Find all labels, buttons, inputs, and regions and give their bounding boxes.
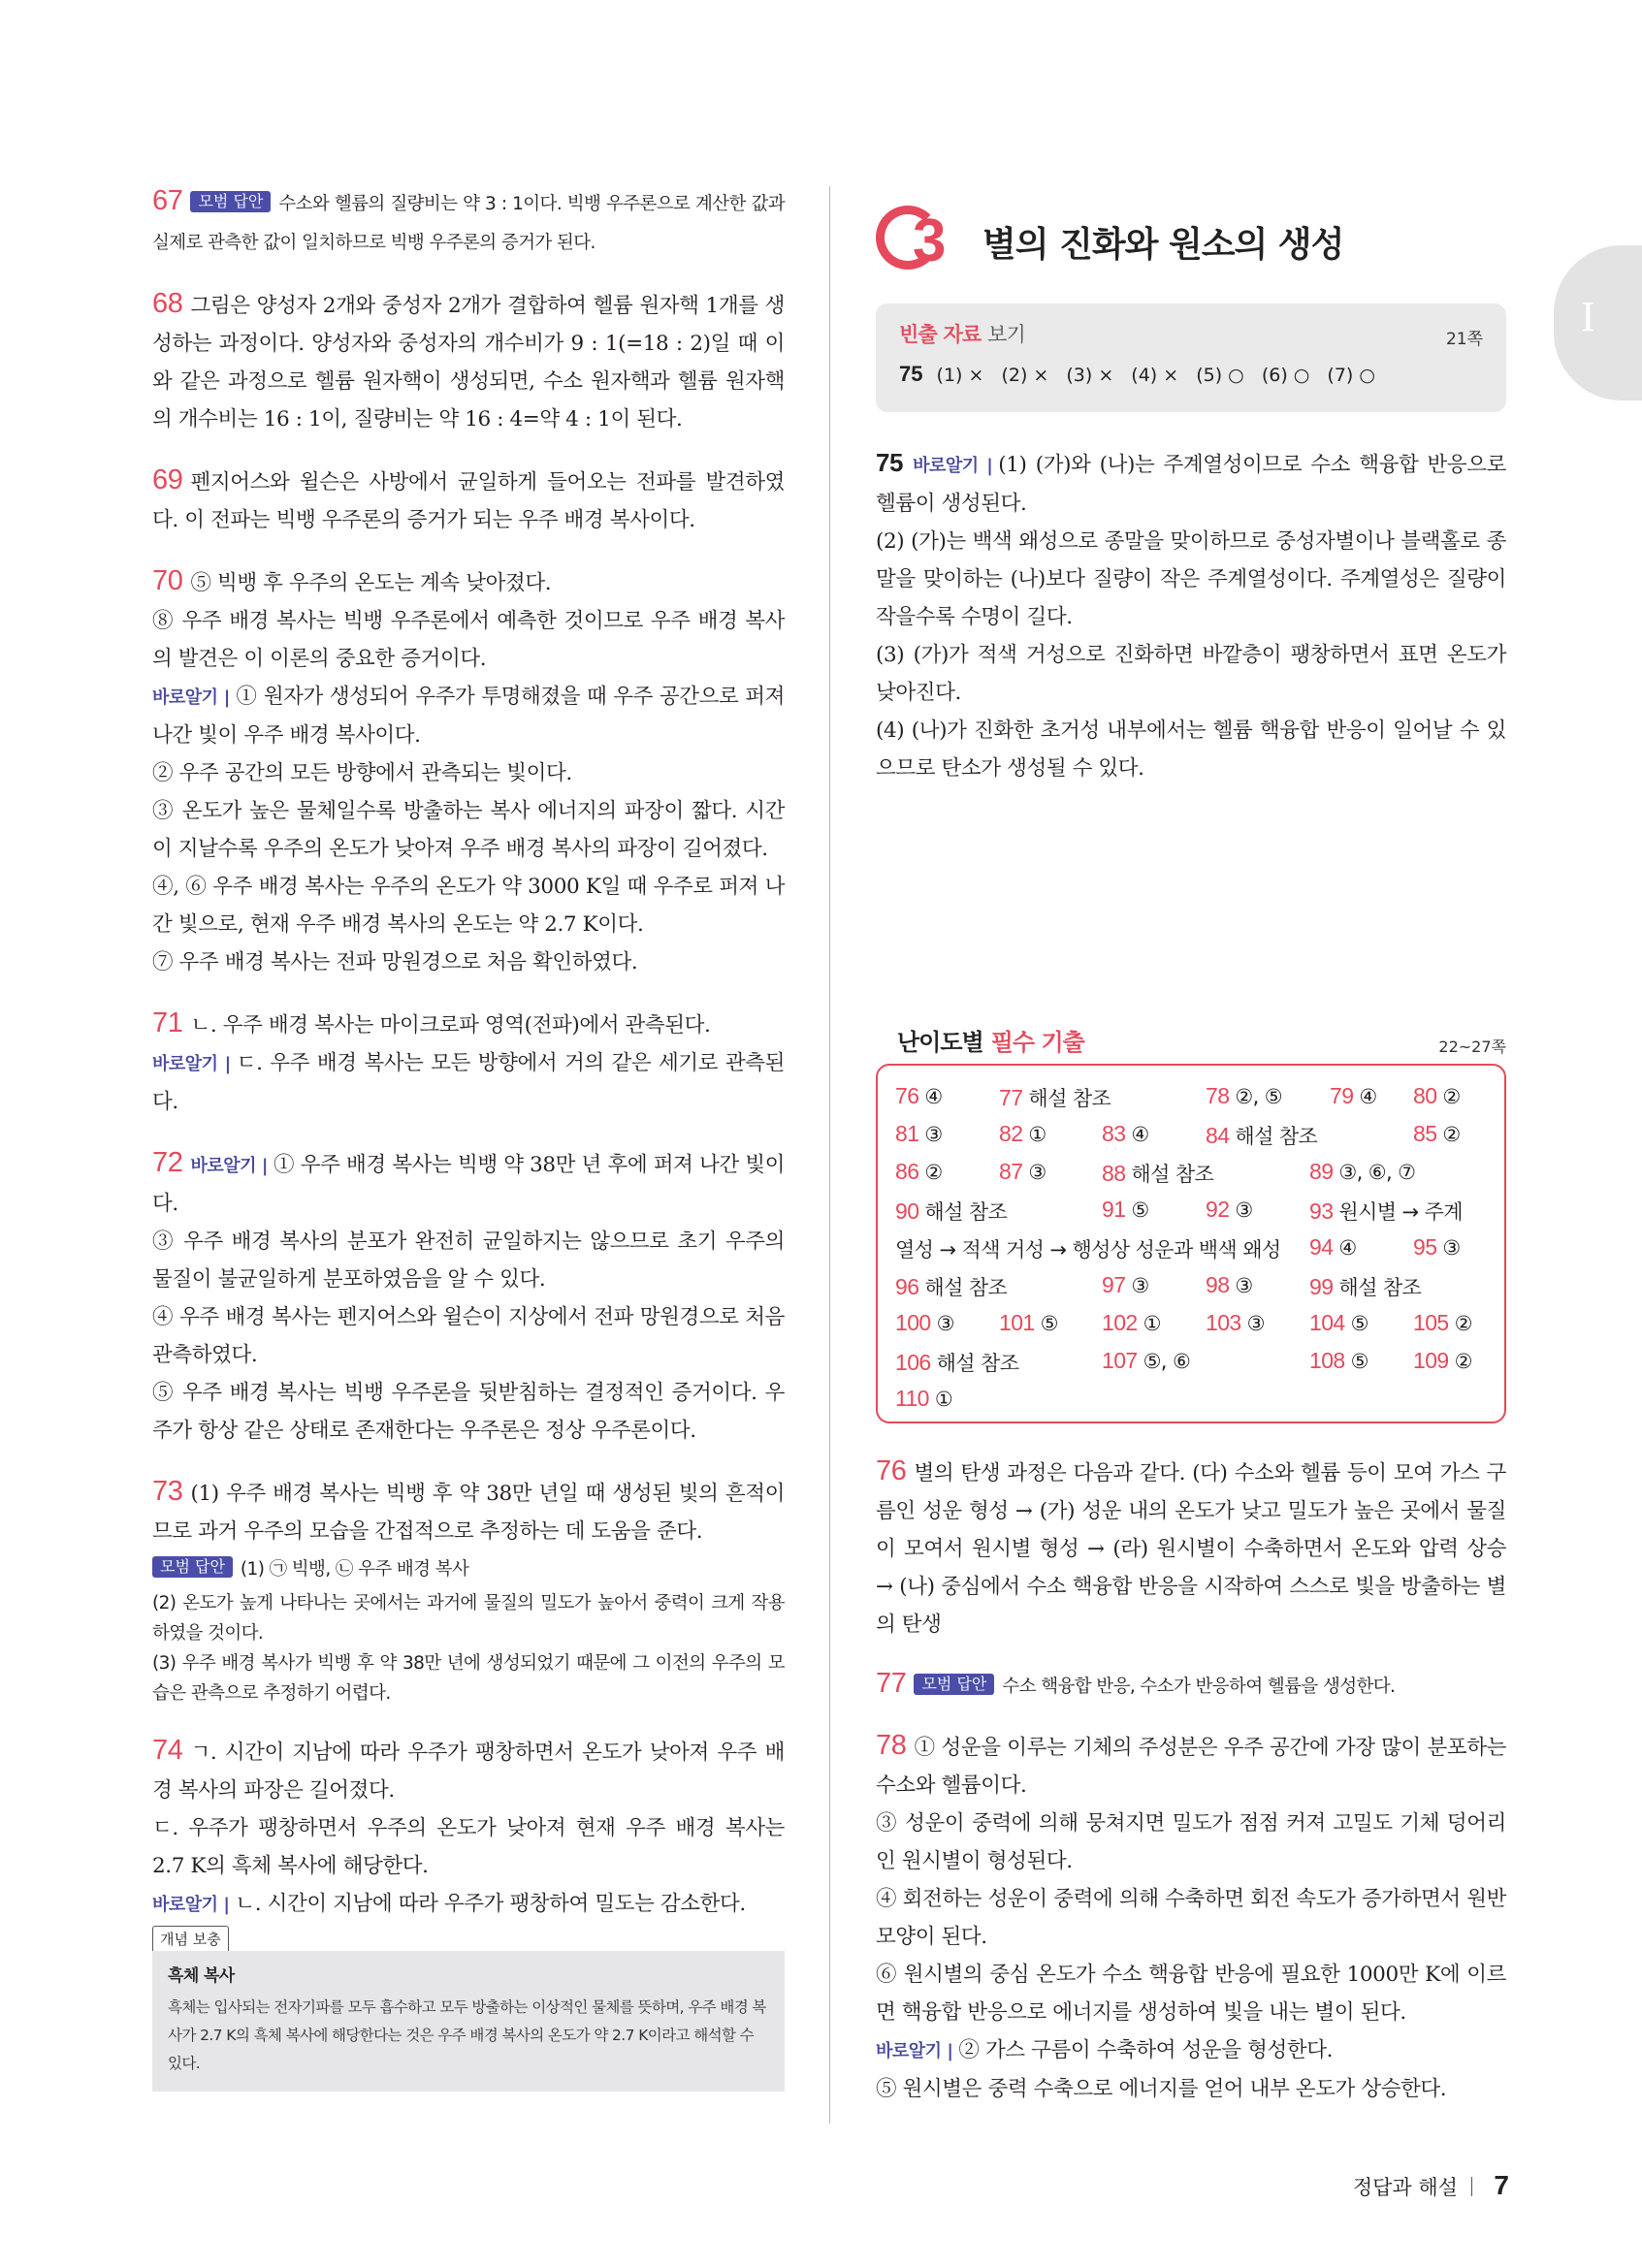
answer-item: (4) × (1131, 365, 1179, 386)
answer-line: ④ 우주 배경 복사는 펜지어스와 윌슨이 지상에서 전파 망원경으로 처음 관측하였다. (152, 1305, 785, 1367)
essential-answer-item (895, 1272, 1007, 1301)
essential-row (895, 1191, 1487, 1229)
correction-label: 바로알기 | (152, 1895, 230, 1915)
correction-label: 바로알기 | (152, 687, 230, 708)
answer-70 (152, 564, 785, 981)
question-number: 89 (1309, 1159, 1334, 1184)
answer-line: ① 원자가 생성되어 우주가 투명해졌을 때 우주 공간으로 퍼져 나간 빛이 우주 배경 복사이다. (152, 685, 785, 748)
answer-value: ⑤ (1040, 1312, 1058, 1335)
section-number: 3 (913, 208, 947, 274)
essential-answer-item (1102, 1348, 1190, 1374)
essential-row (895, 1304, 1487, 1342)
correction-label: 바로알기 | (876, 2041, 953, 2061)
essential-answer-item (1102, 1310, 1161, 1336)
question-number: 96 (895, 1274, 919, 1299)
answer-line: ② 가스 구름이 수축하여 성운을 형성한다. (958, 2038, 1334, 2062)
question-number: 70 (152, 565, 183, 596)
essential-answer-item (895, 1159, 943, 1185)
answer-line: (3) 우주 배경 복사가 빅뱅 후 약 38만 년에 생성되었기 때문에 그 이전의 우주의 모습은 관측으로 추정하기 어렵다. (152, 1653, 785, 1704)
answer-line: ㄴ. 우주 배경 복사는 마이크로파 영역(전파)에서 관측된다. (190, 1013, 711, 1038)
answer-line: ㄴ. 시간이 지남에 따라 우주가 팽창하여 밀도는 감소한다. (235, 1892, 746, 1916)
question-number: 78 (1206, 1083, 1230, 1108)
answer-value: 열성 → 적색 거성 → 행성상 성운과 백색 왜성 (895, 1238, 1281, 1262)
essential-answer-item (1102, 1272, 1149, 1298)
concept-tab: 개념 보충 (152, 1926, 229, 1951)
page-reference: 21쪽 (1445, 330, 1483, 349)
question-number: 88 (1102, 1161, 1126, 1186)
essential-answer-item (1309, 1272, 1421, 1301)
answer-line: ⑧ 우주 배경 복사는 빅뱅 우주론에서 예측한 것이므로 우주 배경 복사의 발견은 이 이론의 중요한 증거이다. (152, 609, 785, 671)
answer-75 (876, 444, 1506, 787)
answer-value: ⑤ (1131, 1198, 1149, 1222)
answer-value: ③ (1235, 1274, 1253, 1297)
essential-row (895, 1115, 1487, 1153)
concept-supplement (152, 1926, 785, 2092)
frequent-data-title: 빈출 자료 보기 (899, 323, 1025, 346)
essential-answer-item (1309, 1310, 1368, 1336)
answer-line: (1) ㉠ 빅뱅, ㉡ 우주 배경 복사 (240, 1559, 469, 1580)
answer-value: 해설 참조 (924, 1276, 1008, 1299)
essential-answer-item (895, 1348, 1018, 1377)
question-number: 93 (1309, 1198, 1334, 1224)
question-number: 99 (1309, 1274, 1334, 1299)
answer-line: ⑤ 원시별은 중력 수축으로 에너지를 얻어 내부 온도가 상승한다. (876, 2077, 1447, 2101)
question-number: 98 (1206, 1272, 1230, 1297)
essential-answer-item (895, 1121, 943, 1147)
essential-answer-item (999, 1121, 1046, 1147)
model-answer-tag: 모범 답안 (152, 1556, 233, 1578)
answer-line: (4) (나)가 진화한 초거성 내부에서는 헬륨 핵융합 반응이 일어날 수 있으므로 탄소가 생성될 수 있다. (876, 719, 1506, 781)
question-number: 84 (1206, 1123, 1230, 1148)
answer-value: ② (1454, 1350, 1472, 1373)
essential-answer-item (1309, 1197, 1463, 1226)
frequent-answers (899, 362, 1483, 387)
concept-box (152, 1951, 785, 2092)
answer-value: ① (934, 1388, 953, 1411)
question-number: 83 (1102, 1121, 1126, 1146)
answer-72 (152, 1146, 785, 1450)
answer-value: ⑤ (1350, 1350, 1368, 1373)
question-number: 109 (1413, 1348, 1449, 1373)
question-number: 94 (1309, 1234, 1334, 1260)
essential-row (895, 1153, 1487, 1191)
question-number: 81 (895, 1121, 919, 1146)
answer-value: ③, ⑥, ⑦ (1338, 1161, 1416, 1184)
answer-68 (152, 287, 785, 438)
essential-answer-item (1330, 1083, 1377, 1109)
answer-text: 수소와 헬륨의 질량비는 약 3 : 1이다. 빅뱅 우주론으로 계산한 값과 실제로 관측한 값이 일치하므로 빅뱅 우주론의 증거가 된다. (152, 194, 785, 253)
answer-value: ② (1454, 1312, 1472, 1335)
answer-73 (152, 1475, 785, 1709)
question-number: 77 (876, 1668, 907, 1699)
answer-value: ④ (1359, 1085, 1377, 1108)
answer-74 (152, 1734, 785, 1924)
answer-text: 펜지어스와 윌슨은 사방에서 균일하게 들어오는 전파를 발견하였다. 이 전파는 빅뱅 우주론의 증거가 되는 우주 배경 복사이다. (152, 470, 785, 532)
question-number: 80 (1413, 1083, 1437, 1108)
answer-77 (876, 1667, 1506, 1706)
answer-line: ⑥ 원시별의 중심 온도가 수소 핵융합 반응에 필요한 1000만 K에 이르면 핵융합 반응으로 에너지를 생성하여 빛을 내는 별이 된다. (876, 1963, 1506, 2025)
answer-69 (152, 463, 785, 539)
essential-answer-item (1309, 1348, 1368, 1374)
answer-value: ⑤ (1350, 1312, 1368, 1335)
essential-answer-item (1413, 1083, 1461, 1109)
answer-line: ③ 성운이 중력에 의해 뭉쳐지면 밀도가 점점 커져 고밀도 기체 덩어리인 원시별이 형성된다. (876, 1811, 1506, 1873)
answer-text: 수소 핵융합 반응, 수소가 반응하여 헬륨을 생성한다. (1002, 1677, 1396, 1697)
answer-item: (7) ○ (1327, 365, 1375, 386)
essential-answer-item (999, 1159, 1046, 1185)
essential-answer-item (895, 1310, 954, 1336)
question-number: 76 (876, 1455, 907, 1486)
answer-78 (876, 1729, 1506, 2108)
question-number: 78 (876, 1730, 907, 1761)
question-number: 102 (1102, 1310, 1138, 1335)
answer-value: ⑤, ⑥ (1143, 1350, 1191, 1373)
model-answer-tag: 모범 답안 (914, 1674, 994, 1695)
question-number: 76 (895, 1083, 919, 1108)
chapter-tab-label: I (1581, 293, 1595, 340)
answer-value: ② (1442, 1085, 1461, 1108)
answer-line: ④ 회전하는 성운이 중력에 의해 수축하면 회전 속도가 증가하면서 원반 모양이 된다. (876, 1887, 1506, 1949)
answer-line: ④, ⑥ 우주 배경 복사는 우주의 온도가 약 3000 K일 때 우주로 퍼져 나간 빛으로, 현재 우주 배경 복사의 온도는 약 2.7 K이다. (152, 875, 785, 937)
answer-value: 해설 참조 (924, 1200, 1008, 1224)
answer-line: ③ 온도가 높은 물체일수록 방출하는 복사 에너지의 파장이 짧다. 시간이 지날수록 우주의 온도가 낮아져 우주 배경 복사의 파장이 길어졌다. (152, 799, 785, 861)
question-number: 101 (999, 1310, 1035, 1335)
essential-answer-item (1206, 1310, 1265, 1336)
question-number: 67 (152, 185, 183, 216)
question-number: 106 (895, 1350, 931, 1375)
question-number: 92 (1206, 1197, 1230, 1222)
answer-line: (1) 우주 배경 복사는 빅뱅 후 약 38만 년일 때 생성된 빛의 흔적이므로 과거 우주의 모습을 간접적으로 추정하는 데 도움을 준다. (152, 1482, 785, 1544)
essential-row (895, 1077, 1487, 1115)
answer-76 (876, 1454, 1506, 1644)
essential-answer-item (895, 1386, 952, 1412)
answer-value: ②, ⑤ (1235, 1085, 1282, 1108)
page-footer (1353, 2170, 1509, 2201)
answer-item: (1) × (936, 365, 984, 386)
answer-text: 별의 탄생 과정은 다음과 같다. (다) 수소와 헬륨 등이 모여 가스 구름인 성운 형성 → (가) 성운 내의 온도가 낮고 밀도가 높은 곳에서 물질이 모여서 원시별 형성 → (라) 원시별이 수축하면서 온도와 압력 상승 → (나) 중심에서 수소 핵융합 반응을 시작하여 스스로 빛을 방출하는 별의 탄생 (876, 1461, 1506, 1637)
essential-answer-item (1206, 1197, 1253, 1223)
essential-answer-item (1413, 1121, 1461, 1147)
answer-value: ③ (1131, 1274, 1149, 1297)
answer-value: ③ (1246, 1312, 1265, 1335)
question-number: 91 (1102, 1197, 1126, 1222)
answer-line: ② 우주 공간의 모든 방향에서 관측되는 빛이다. (152, 761, 572, 785)
essential-answer-item (1309, 1234, 1357, 1261)
essential-answer-item (1102, 1159, 1213, 1188)
essential-answer-item (895, 1083, 943, 1109)
answer-line: ③ 우주 배경 복사의 분포가 완전히 균일하지는 않으므로 초기 우주의 물질이 불균일하게 분포하였음을 알 수 있다. (152, 1230, 785, 1292)
question-number: 68 (152, 288, 183, 319)
question-number: 82 (999, 1121, 1023, 1146)
essential-answer-item (895, 1234, 1281, 1263)
essential-row (895, 1342, 1487, 1380)
question-number: 77 (999, 1085, 1023, 1110)
question-number: 90 (895, 1198, 919, 1224)
answer-line: ① 성운을 이루는 기체의 주성분은 우주 공간에 가장 많이 분포하는 수소와 헬륨이다. (876, 1736, 1506, 1798)
answer-item: (2) × (1001, 365, 1049, 386)
essential-answer-item (1102, 1121, 1149, 1147)
answer-item: (3) × (1066, 365, 1114, 386)
answer-67 (152, 184, 785, 262)
answer-line: ① 우주 배경 복사는 빅뱅 약 38만 년 후에 퍼져 나간 빛이다. (152, 1153, 785, 1216)
essential-answer-item (1413, 1310, 1472, 1336)
essential-answer-item (1206, 1272, 1253, 1298)
question-number: 74 (152, 1735, 183, 1766)
answer-value: ③ (1235, 1198, 1253, 1222)
correction-label: 바로알기 | (913, 456, 993, 476)
answer-value: ① (1143, 1312, 1161, 1335)
question-number: 85 (1413, 1121, 1437, 1146)
question-number: 105 (1413, 1310, 1449, 1335)
answer-value: ③ (1028, 1161, 1046, 1184)
essential-row (895, 1380, 1487, 1418)
answer-value: ③ (924, 1123, 943, 1146)
answer-line: (1) (가)와 (나)는 주계열성이므로 수소 핵융합 반응으로 헬륨이 생성된다. (876, 453, 1506, 516)
question-number: 108 (1309, 1348, 1345, 1373)
answer-value: 해설 참조 (1131, 1163, 1214, 1186)
answer-line: ㄷ. 우주 배경 복사는 모든 방향에서 거의 같은 세기로 관측된다. (152, 1051, 785, 1114)
answer-value: ④ (1338, 1236, 1357, 1260)
question-number: 71 (152, 1007, 183, 1038)
question-number: 79 (1330, 1083, 1354, 1108)
essential-answer-item (1413, 1234, 1461, 1261)
essential-row (895, 1229, 1487, 1266)
answer-71 (152, 1006, 785, 1121)
question-number: 110 (895, 1386, 929, 1411)
section-title: 별의 진화와 원소의 생성 (982, 225, 1344, 265)
essential-header (897, 1023, 1506, 1062)
question-number: 95 (1413, 1234, 1437, 1260)
page-number: 7 (1494, 2170, 1509, 2200)
question-number: 75 (899, 362, 923, 386)
essential-answer-item (1206, 1121, 1317, 1150)
essential-answer-item (999, 1310, 1058, 1336)
answer-line: ㄱ. 시간이 지남에 따라 우주가 팽창하면서 온도가 낮아져 우주 배경 복사의 파장은 길어졌다. (152, 1741, 785, 1803)
answer-value: ① (1028, 1123, 1046, 1146)
question-number: 107 (1102, 1348, 1138, 1373)
correction-label: 바로알기 | (152, 1054, 231, 1074)
answer-line: ⑤ 빅뱅 후 우주의 온도는 계속 낮아졌다. (190, 571, 552, 595)
column-divider (829, 186, 830, 2124)
question-number: 72 (152, 1147, 183, 1178)
correction-label: 바로알기 | (190, 1156, 268, 1176)
answer-value: ② (924, 1161, 943, 1184)
footer-label: 정답과 해설 (1352, 2176, 1458, 2199)
frequent-data-box (876, 303, 1506, 412)
answer-value: ④ (924, 1085, 943, 1108)
answer-value: 원시별 → 주계 (1338, 1200, 1463, 1224)
answer-line: ⑤ 우주 배경 복사는 빅뱅 우주론을 뒷받침하는 결정적인 증거이다. 우주가 항상 같은 상태로 존재한다는 우주론은 정상 우주론이다. (152, 1381, 785, 1443)
answer-value: 해설 참조 (1338, 1276, 1422, 1299)
essential-answer-item (1413, 1348, 1472, 1374)
answer-value: ③ (1442, 1236, 1461, 1260)
answer-value: 해설 참조 (1028, 1087, 1111, 1110)
question-number: 69 (152, 464, 183, 495)
page-reference: 22~27쪽 (1438, 1038, 1506, 1056)
model-answer-tag: 모범 답안 (190, 191, 271, 212)
concept-title: 흑체 복사 (168, 1966, 235, 1986)
question-number: 100 (895, 1310, 931, 1335)
essential-answer-item (1309, 1159, 1415, 1185)
answer-value: ③ (936, 1312, 954, 1335)
concept-text: 흑체는 입사되는 전자기파를 모두 흡수하고 모두 방출하는 이상적인 물체를 뜻하며, 우주 배경 복사가 2.7 K의 흑체 복사에 해당한다는 것은 우주 배경 복사의 온도가 약 2.7 K이라고 해석할 수 있다. (168, 1998, 766, 2072)
answer-text: 그림은 양성자 2개와 중성자 2개가 결합하여 헬륨 원자핵 1개를 생성하는 과정이다. 양성자와 중성자의 개수비가 9 : 1(=18 : 2)일 때 이와 같은 과정으로 헬륨 원자핵이 생성되면, 수소 원자핵과 헬륨 원자핵의 개수비는 16 : 1이, 질량비는 약 16 : 4=약 4 : 1이 된다. (152, 294, 785, 431)
question-number: 73 (152, 1476, 183, 1507)
essential-answer-item (999, 1083, 1111, 1112)
essential-title: 난이도별 필수 기출 (897, 1029, 1084, 1056)
chapter-tab (1554, 245, 1642, 400)
answer-line: ㄷ. 우주가 팽창하면서 우주의 온도가 낮아져 현재 우주 배경 복사는 2.7 K의 흑체 복사에 해당한다. (152, 1816, 785, 1878)
answer-value: 해설 참조 (1235, 1125, 1318, 1148)
question-number: 97 (1102, 1272, 1126, 1297)
answer-item: (5) ○ (1196, 365, 1244, 386)
essential-answer-box (876, 1064, 1506, 1423)
answer-value: ④ (1131, 1123, 1149, 1146)
answer-value: 해설 참조 (936, 1352, 1019, 1375)
question-number: 103 (1206, 1310, 1241, 1335)
answer-line: ⑦ 우주 배경 복사는 전파 망원경으로 처음 확인하였다. (152, 950, 638, 974)
answer-item: (6) ○ (1261, 365, 1310, 386)
question-number: 87 (999, 1159, 1023, 1184)
answer-line: (2) 온도가 높게 나타나는 곳에서는 과거에 물질의 밀도가 높아서 중력이 크게 작용하였을 것이다. (152, 1593, 785, 1644)
essential-answer-item (1102, 1197, 1149, 1223)
question-number: 86 (895, 1159, 919, 1184)
essential-row (895, 1266, 1487, 1304)
answer-value: ② (1442, 1123, 1461, 1146)
answer-line: (2) (가)는 백색 왜성으로 종말을 맞이하므로 중성자별이나 블랙홀로 종말을 맞이하는 (나)보다 질량이 작은 주계열성이다. 주계열성은 질량이 작을수록 수명이 길다. (876, 529, 1506, 629)
footer-separator (1471, 2177, 1473, 2196)
question-number: 75 (876, 448, 904, 477)
question-number: 104 (1309, 1310, 1345, 1335)
answers-76-78 (876, 1454, 1506, 2108)
left-column (152, 184, 785, 2092)
essential-answer-item (895, 1197, 1007, 1226)
section-header (876, 206, 1506, 293)
essential-answer-item (1206, 1083, 1282, 1109)
answer-line: (3) (가)가 적색 거성으로 진화하면 바깥층이 팽창하면서 표면 온도가 낮아진다. (876, 643, 1506, 705)
